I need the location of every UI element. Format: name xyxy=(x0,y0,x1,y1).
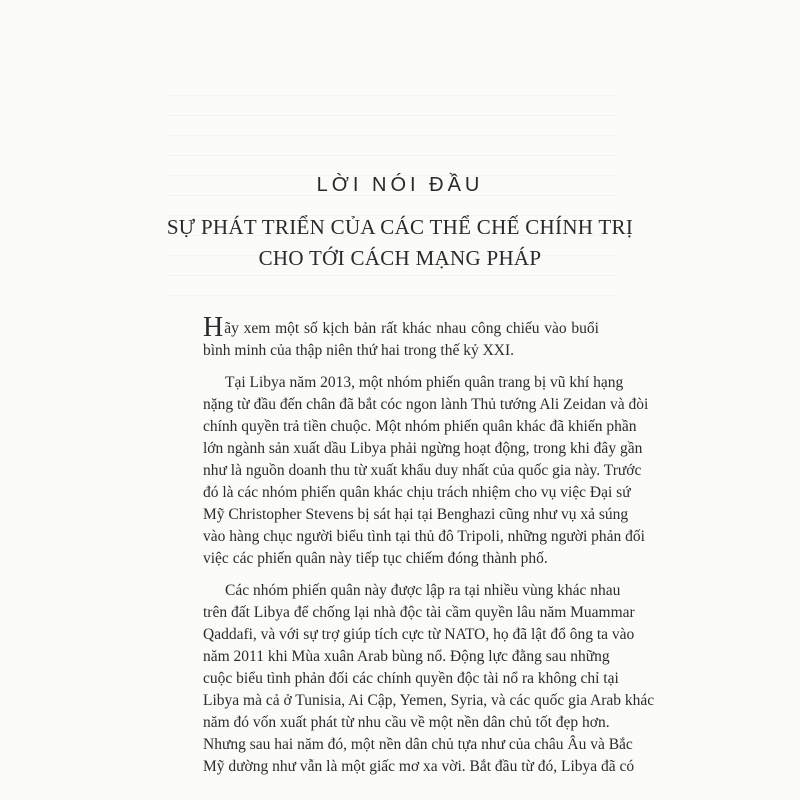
text-line: Nhưng sau hai năm đó, một nền dân chủ tựa như của châu Âu và Bắc xyxy=(203,736,633,753)
paragraph-1 xyxy=(203,312,599,362)
text-line: lớn ngành sản xuất dầu Libya phải ngừng hoạt động, trong khi đây gần xyxy=(203,440,643,457)
text-line: năm đó vốn xuất phát từ nhu cầu về một nền dân chủ tốt đẹp hơn. xyxy=(203,714,610,731)
subtitle-line: SỰ PHÁT TRIỂN CỦA CÁC THỂ CHẾ CHÍNH TRỊ xyxy=(166,215,634,239)
text-line: nặng từ đầu đến chân đã bắt cóc ngon lành Thủ tướng Ali Zeidan và đòi xyxy=(203,396,649,413)
chapter-title: LỜI NÓI ĐẦU xyxy=(316,174,484,196)
text-line: vào hàng chục người biểu tình tại thủ đô Tripoli, những người phản đối xyxy=(203,528,645,545)
text-line: đó là các nhóm phiến quân khác chịu trách nhiệm cho vụ việc Đại sứ xyxy=(203,484,631,501)
subtitle-line: CHO TỚI CÁCH MẠNG PHÁP xyxy=(258,246,542,270)
text-line: Qaddafi, và với sự trợ giúp tích cực từ NATO, họ đã lật đổ ông ta vào xyxy=(203,626,635,643)
text-line: Tại Libya năm 2013, một nhóm phiến quân trang bị vũ khí hạng xyxy=(225,374,624,391)
text-line: Mỹ dường như vẫn là một giấc mơ xa vời. Bắt đầu từ đó, Libya đã có xyxy=(203,758,635,775)
drop-cap: H xyxy=(203,312,224,343)
text-line: chính quyền trả tiền chuộc. Một nhóm phiến quân khác đã khiến phần xyxy=(203,418,637,435)
show-through-text xyxy=(168,95,618,315)
text-line: cuộc biểu tình phản đối các chính quyền độc tài nổ ra không chỉ tại xyxy=(203,670,619,687)
text-line: việc các phiến quân này tiếp tục chiếm đóng thành phố. xyxy=(203,550,548,567)
text-line: Hãy xem một số kịch bản rất khác nhau công chiếu vào buổi xyxy=(203,312,599,343)
paragraph-2 xyxy=(203,372,649,570)
text-line: trên đất Libya để chống lại nhà độc tài cầm quyền lâu năm Muammar xyxy=(203,604,635,621)
text-line: như là nguồn doanh thu từ xuất khẩu duy nhất của quốc gia này. Trước xyxy=(203,462,642,479)
chapter-subtitle xyxy=(0,212,800,274)
text-line: Libya mà cả ở Tunisia, Ai Cập, Yemen, Syria, và các quốc gia Arab khác xyxy=(203,692,655,709)
body-text xyxy=(203,312,655,788)
paragraph-3 xyxy=(203,580,655,778)
text-line: Các nhóm phiến quân này được lập ra tại nhiều vùng khác nhau xyxy=(225,582,621,599)
text-line: năm 2011 khi Mùa xuân Arab bùng nổ. Động lực đằng sau những xyxy=(203,648,610,665)
text-line: Mỹ Christopher Stevens bị sát hại tại Benghazi cũng như vụ xả súng xyxy=(203,506,629,523)
text-line: bình minh của thập niên thứ hai trong thế kỷ XXI. xyxy=(203,342,515,359)
